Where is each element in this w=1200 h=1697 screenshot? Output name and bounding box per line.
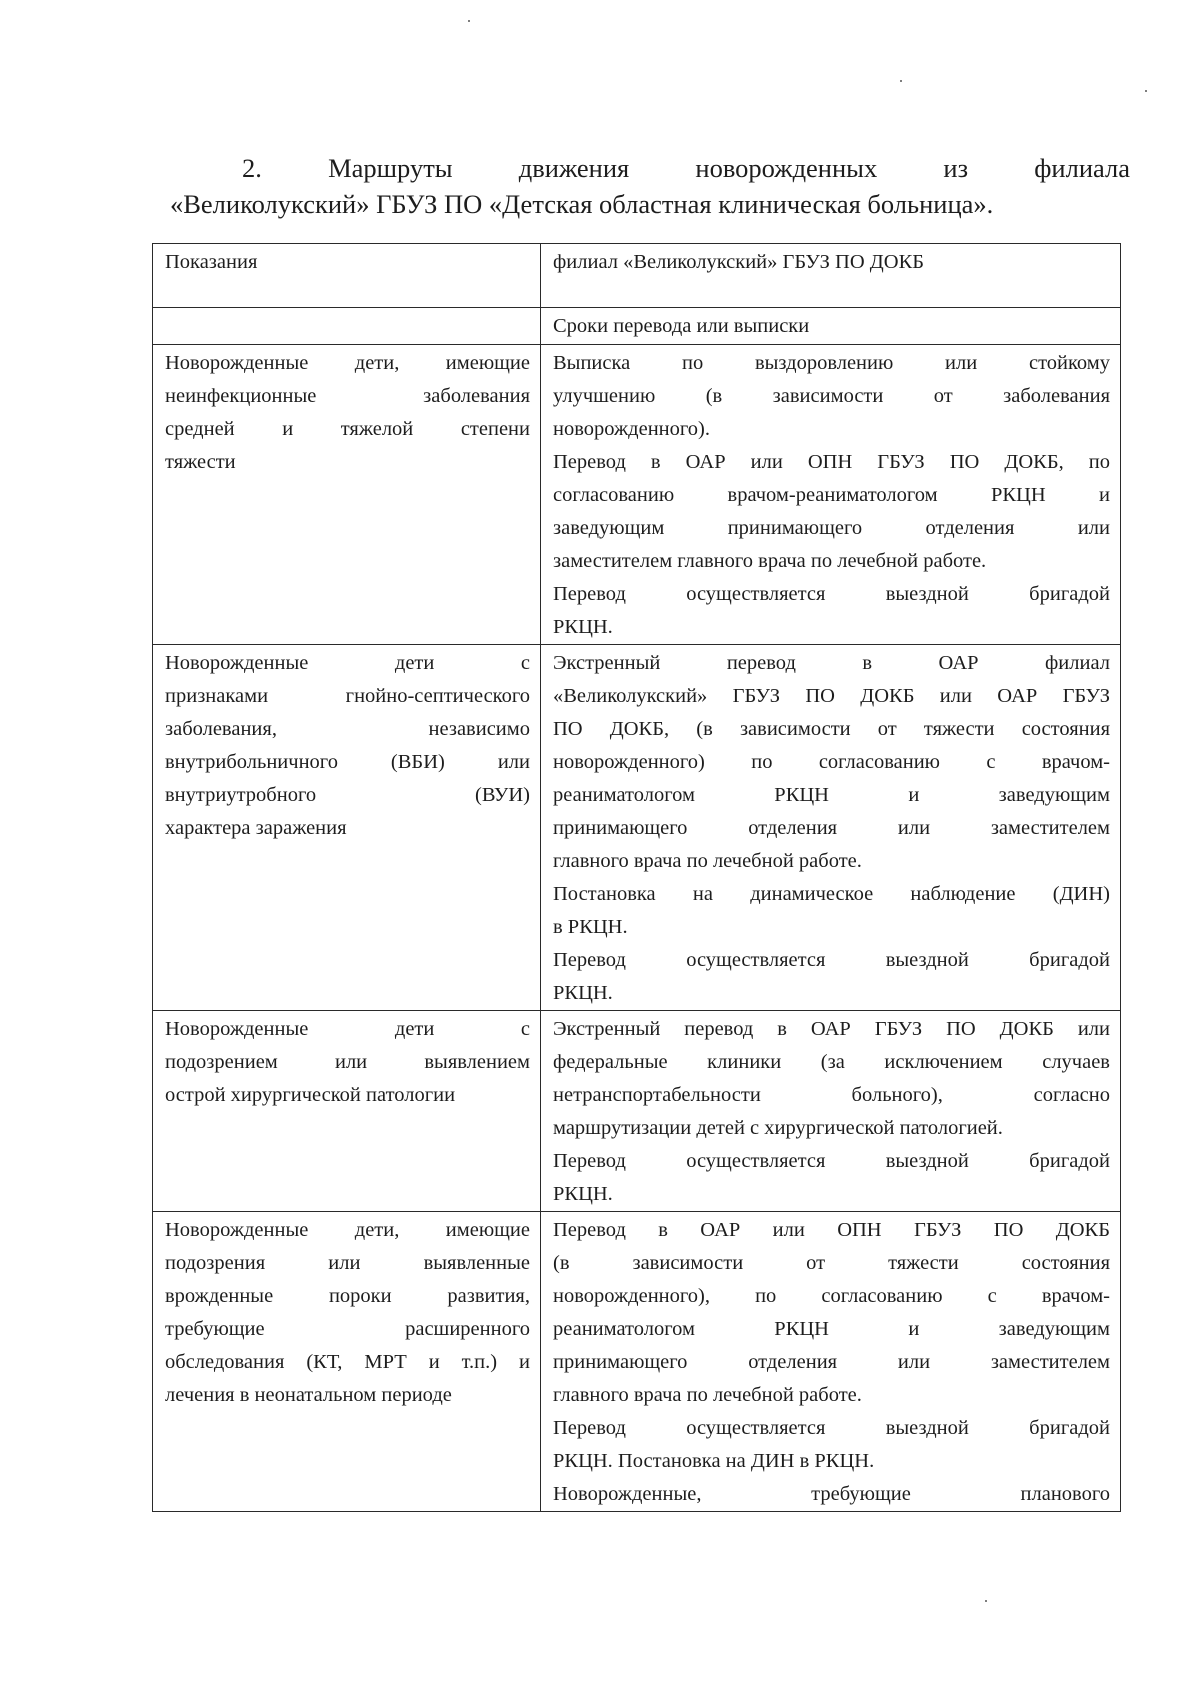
indication-line: характера заражения xyxy=(165,817,347,839)
route-line: РКЦН. xyxy=(553,1183,613,1205)
route-line: принимающего отделения или заместителем xyxy=(553,1351,1110,1373)
indication-line: внутрибольничного (ВБИ) или xyxy=(165,751,530,773)
route-line: Перевод осуществляется выездной бригадой xyxy=(553,949,1110,971)
table-subheader-row xyxy=(153,308,1121,345)
route-line: улучшению (в зависимости от заболевания xyxy=(553,385,1110,407)
indication-line: признаками гнойно-септического xyxy=(165,685,530,707)
route-line: Новорожденные, требующие планового xyxy=(553,1483,1110,1505)
route-line: принимающего отделения или заместителем xyxy=(553,817,1110,839)
route-line: в РКЦН. xyxy=(553,916,628,938)
indication-line: Новорожденные дети, имеющие xyxy=(165,352,530,374)
route-line: ПО ДОКБ, (в зависимости от тяжести состояния xyxy=(553,718,1110,740)
header-indications-label: Показания xyxy=(165,251,258,273)
subheader-label: Сроки перевода или выписки xyxy=(553,315,810,337)
header-indications-cell xyxy=(153,244,541,308)
indication-line: средней и тяжелой степени xyxy=(165,418,530,440)
indication-line: врожденные пороки развития, xyxy=(165,1285,530,1307)
route-line: Перевод осуществляется выездной бригадой xyxy=(553,583,1110,605)
route-line: РКЦН. xyxy=(553,982,613,1004)
route-line: Перевод осуществляется выездной бригадой xyxy=(553,1150,1110,1172)
route-line: заместителем главного врача по лечебной работе. xyxy=(553,550,987,572)
route-cell xyxy=(541,1212,1121,1512)
route-line: согласованию врачом-реаниматологом РКЦН и xyxy=(553,484,1110,506)
route-line: Перевод в ОАР или ОПН ГБУЗ ПО ДОКБ xyxy=(553,1219,1110,1241)
indication-cell xyxy=(153,345,541,645)
route-line: нетранспортабельности больного), согласно xyxy=(553,1084,1110,1106)
table-row xyxy=(153,645,1121,1011)
table-row xyxy=(153,1212,1121,1512)
indication-line: неинфекционные заболевания xyxy=(165,385,530,407)
route-line: Экстренный перевод в ОАР ГБУЗ ПО ДОКБ или xyxy=(553,1018,1110,1040)
indication-line: требующие расширенного xyxy=(165,1318,530,1340)
indication-cell xyxy=(153,1011,541,1212)
subheader-empty-cell xyxy=(153,308,541,345)
route-line: РКЦН. xyxy=(553,616,613,638)
route-line: Выписка по выздоровлению или стойкому xyxy=(553,352,1110,374)
route-line: федеральные клиники (за исключением случаев xyxy=(553,1051,1110,1073)
route-line: главного врача по лечебной работе. xyxy=(553,1384,862,1406)
indication-line: острой хирургической патологии xyxy=(165,1084,456,1106)
subheader-cell xyxy=(541,308,1121,345)
route-line: «Великолукский» ГБУЗ ПО ДОКБ или ОАР ГБУЗ xyxy=(553,685,1110,707)
heading-line: 2. Маршруты движения новорожденных из филиала xyxy=(242,153,1130,183)
route-cell xyxy=(541,345,1121,645)
route-line: РКЦН. Постановка на ДИН в РКЦН. xyxy=(553,1450,875,1472)
indication-line: тяжести xyxy=(165,451,236,473)
route-line: Перевод в ОАР или ОПН ГБУЗ ПО ДОКБ, по xyxy=(553,451,1110,473)
indication-line: лечения в неонатальном периоде xyxy=(165,1384,452,1406)
indication-cell xyxy=(153,1212,541,1512)
route-line: главного врача по лечебной работе. xyxy=(553,850,862,872)
route-line: (в зависимости от тяжести состояния xyxy=(553,1252,1110,1274)
route-line: Постановка на динамическое наблюдение (ДИН) xyxy=(553,883,1110,905)
header-branch-cell xyxy=(541,244,1121,308)
route-line: заведующим принимающего отделения или xyxy=(553,517,1110,539)
table-row xyxy=(153,345,1121,645)
indication-line: заболевания, независимо xyxy=(165,718,530,740)
indication-line: внутриутробного (ВУИ) xyxy=(165,784,530,806)
indication-cell xyxy=(153,645,541,1011)
route-line: новорожденного), по согласованию с врачом- xyxy=(553,1285,1110,1307)
heading-line: «Великолукский» ГБУЗ ПО «Детская областная клиническая больница». xyxy=(170,189,994,219)
table-header-row xyxy=(153,244,1121,308)
indication-line: обследования (КТ, МРТ и т.п.) и xyxy=(165,1351,530,1373)
route-line: Экстренный перевод в ОАР филиал xyxy=(553,652,1110,674)
route-line: маршрутизации детей с хирургической патологией. xyxy=(553,1117,1003,1139)
indication-line: Новорожденные дети с xyxy=(165,652,530,674)
route-line: Перевод осуществляется выездной бригадой xyxy=(553,1417,1110,1439)
scan-speck xyxy=(900,80,902,82)
indication-line: Новорожденные дети, имеющие xyxy=(165,1219,530,1241)
scan-speck xyxy=(468,20,470,22)
route-line: новорожденного) по согласованию с врачом- xyxy=(553,751,1110,773)
header-branch-label: филиал «Великолукский» ГБУЗ ПО ДОКБ xyxy=(553,251,925,273)
indication-line: подозрением или выявлением xyxy=(165,1051,530,1073)
routing-table xyxy=(152,243,1121,1512)
route-line: новорожденного). xyxy=(553,418,710,440)
route-line: реаниматологом РКЦН и заведующим xyxy=(553,1318,1110,1340)
indication-line: Новорожденные дети с xyxy=(165,1018,530,1040)
scan-speck xyxy=(985,1600,987,1602)
scan-speck xyxy=(1145,90,1147,92)
table-row xyxy=(153,1011,1121,1212)
route-cell xyxy=(541,1011,1121,1212)
route-cell xyxy=(541,645,1121,1011)
indication-line: подозрения или выявленные xyxy=(165,1252,530,1274)
route-line: реаниматологом РКЦН и заведующим xyxy=(553,784,1110,806)
section-heading xyxy=(170,150,1130,222)
